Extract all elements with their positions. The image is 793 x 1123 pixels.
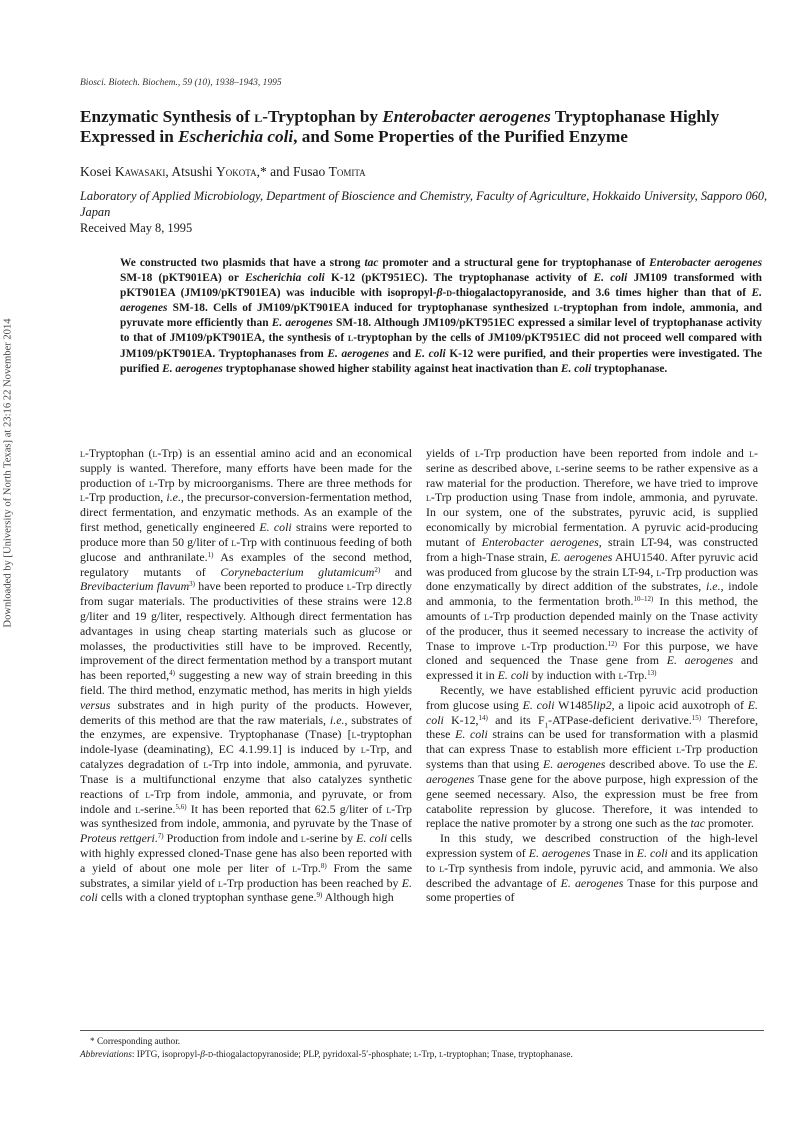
title-part: Escherichia coli <box>178 127 294 146</box>
body-text: AHU1540. After pyruvic acid was produced from glucose by the strain LT-94, <box>426 549 759 579</box>
body-text: l <box>80 446 85 460</box>
body-text: lip2 <box>593 697 612 712</box>
body-text: -Trp. <box>297 860 321 875</box>
download-watermark <box>0 268 16 678</box>
abstract-text: tryptophanase. <box>591 362 668 375</box>
footnote-text: l <box>413 1050 419 1060</box>
body-text: l <box>360 742 366 757</box>
body-text: E. aerogenes <box>666 653 734 668</box>
title-part: Enterobacter aerogenes <box>382 107 551 126</box>
abstract-text: K-12 were purified, and their properties were investigated. The purified <box>120 347 763 375</box>
citation-ref: 5,6) <box>175 802 187 811</box>
citation-ref: 2) <box>374 565 381 574</box>
affiliation: Laboratory of Applied Microbiology, Department of Bioscience and Chemistry, Faculty of Agriculture, Hokkaido University, Sapporo 060, Japan <box>80 189 768 219</box>
body-text: -Trp by microorganisms. There are three methods for <box>153 475 413 490</box>
author-part: Kawasaki <box>114 164 166 179</box>
footnote-text: - <box>204 1050 209 1060</box>
body-text: l <box>426 490 431 505</box>
body-text: -Trp) is an essential amino acid and an economical supply is wanted. Therefore, many efforts have been made for the production of <box>80 446 412 490</box>
paragraph <box>426 446 758 683</box>
body-text: Recently, we have established efficient pyruvic acid production from glucose using <box>426 683 758 712</box>
body-text: Tnase in <box>590 845 637 860</box>
body-text: It has been reported that 62.5 g/liter of <box>186 801 387 816</box>
body-text: , a lipoic acid auxotroph of <box>611 697 748 712</box>
body-text: Corynebacterium glutamicum <box>220 564 375 579</box>
abstract-text: SM-18. Although JM109/pKT951EC expressed a similar level of tryptophanase activity to that of JM109/pKT901EA, the synthesis of <box>120 317 763 345</box>
body-text: and its application to <box>426 845 759 875</box>
body-text: -Trp into indole, ammonia, and pyruvate. Tnase is a multifunctional enzyme that also catalyzes synthetic reactions of <box>80 757 412 801</box>
body-text: l <box>618 668 624 683</box>
body-text: tac <box>690 816 706 831</box>
body-text: E. coli <box>455 727 488 742</box>
body-text: suggesting a new way of strain breeding in this field. The third method, enzymatic method, has merits in high yields <box>80 668 412 697</box>
body-text: Although high <box>322 890 394 905</box>
footnote-divider <box>80 1030 764 1031</box>
abstract-text: E. aerogenes <box>327 347 389 360</box>
body-text: -Trp. <box>623 668 648 683</box>
body-text: l <box>749 446 755 460</box>
body-text: , indole and ammonia, to the fermentation broth. <box>426 579 759 609</box>
citation-ref: 8) <box>320 861 327 870</box>
citation-ref: 10–12) <box>633 595 654 604</box>
body-text: by induction with <box>528 668 619 683</box>
body-text: l <box>351 727 357 742</box>
body-text: l <box>152 446 158 460</box>
abstract-text: E. aerogenes <box>271 317 333 330</box>
body-text: -serine by <box>305 831 357 846</box>
footnote-text: -thiogalactopyranoside; PLP, pyridoxal-5′-phosphate; <box>213 1050 414 1060</box>
body-text: E. aerogenes <box>542 757 606 772</box>
body-text: cells with highly expressed cloned-Tnase gene has also been reported with a yield of about one mole per liter of <box>80 831 412 875</box>
body-text: l <box>145 786 151 801</box>
body-text: Proteus rettgeri <box>80 831 155 846</box>
abstract-text: tryptophanase showed higher stability against heat inactivation than <box>222 362 561 375</box>
abstract-text: and <box>388 347 415 360</box>
citation-ref: 15) <box>691 713 702 722</box>
body-text: E. coli <box>426 697 759 727</box>
paper-title <box>80 107 760 147</box>
abstract-text: E. coli <box>593 272 628 285</box>
abstract-text: Escherichia coli <box>244 272 325 285</box>
body-text: l <box>386 801 392 816</box>
body-text: l <box>300 831 306 846</box>
title-part: -Tryptophan by <box>262 107 383 126</box>
body-text: l <box>80 490 85 505</box>
body-text: described above. To use the <box>605 757 748 772</box>
body-text: -Trp production was done enzymatically by direct addition of the substrates, <box>426 564 758 594</box>
body-text: , the precursor-conversion-fermentation method, direct fermentation, and enzymatic methods. As an example of the first method, genetically engineered <box>80 490 412 535</box>
body-text: i.e. <box>166 490 181 505</box>
body-text: Enterobacter aerogenes <box>481 534 599 549</box>
body-text: E. coli <box>356 831 388 846</box>
body-text: l <box>346 579 352 594</box>
body-text: l <box>555 460 561 475</box>
body-text: As examples of the second method, regulatory mutants of <box>80 549 412 579</box>
body-text: Tnase gene for the above purpose, high expression of the gene seemed necessary. Also, the expression must be free from catabolite repression by glucose. Therefore, it was intended to replace the native promoter by a strong one such as the <box>426 771 758 831</box>
body-text: versus <box>80 697 111 712</box>
body-text: E. coli <box>80 875 412 905</box>
body-text: l <box>148 475 154 490</box>
abstract-text: E. aerogenes <box>120 287 762 315</box>
body-text: l <box>521 638 527 653</box>
body-text: -Trp production have been reported from indole and <box>479 446 750 460</box>
body-text: E. aerogenes <box>528 845 591 860</box>
corresponding-author-note: * Corresponding author. <box>90 1037 181 1047</box>
abstract-text: We constructed two plasmids that have a strong <box>120 257 365 269</box>
body-text: -Trp directly from sugar materials. The productivities of these strains were 12.8 g/liter and 19 g/liter, respectively. Although direct fermentation has advantages in using cheap starting materials such as glucose or molasses, the productivities still have to be improved. Recently, improvement of the direct fermentation method by a transport mutant has been reported, <box>80 579 413 683</box>
body-text: i.e. <box>329 712 345 727</box>
body-text: , strain LT-94, was constructed from a high-Tnase strain, <box>426 534 759 564</box>
body-text: l <box>203 757 209 772</box>
body-text: -Trp production using Tnase from indole, ammonia, and pyruvate. In our system, one of the substrates, pyruvic acid, is supplied economically by microbial fermentation. A pyruvic acid-producing mutant of <box>426 490 758 549</box>
subscript: 1 <box>544 721 549 729</box>
abstract-text: tac <box>364 257 379 269</box>
journal-citation: Biosci. Biotech. Biochem., 59 (10), 1938–1943, 1995 <box>80 78 282 88</box>
citation-ref: 12) <box>607 639 618 648</box>
body-text: , substrates of the enzymes, are expensive. Tryptophanase (Tnase) [ <box>80 712 412 742</box>
citation-ref: 13) <box>647 669 657 678</box>
paragraph <box>426 831 758 905</box>
abstract-text: SM-18. Cells of JM109/pKT901EA induced for tryptophanase synthesized <box>167 302 554 315</box>
title-part: Enzymatic Synthesis of <box>80 107 255 126</box>
author-part: , Atsushi <box>165 164 217 179</box>
abstract-text: E. aerogenes <box>162 362 223 375</box>
body-text: substrates and in high purity of the products. However, demerits of this method are that the raw materials, <box>80 697 412 727</box>
body-text: Tnase for this purpose and some properties of <box>426 875 759 905</box>
body-text: i.e. <box>706 579 721 594</box>
body-text: cells with a cloned tryptophan synthase gene. <box>97 890 317 905</box>
title-part: Tryptophanase Highly Expressed in <box>80 107 720 146</box>
body-text: -serine. <box>140 801 176 816</box>
abstract-text: K-12 (pKT951EC). The tryptophanase activity of <box>324 272 594 285</box>
body-text: and its F <box>487 712 545 727</box>
body-text: l <box>656 564 662 579</box>
abstract-text: -tryptophan from indole, ammonia, and pyruvate more efficiently than <box>120 302 763 330</box>
body-text: yields of <box>426 446 475 460</box>
footnote-text: -tryptophan; Tnase, tryptophanase. <box>443 1050 573 1060</box>
abstract-text: E. coli <box>414 347 446 360</box>
received-date: Received May 8, 1995 <box>80 221 193 235</box>
body-text: l <box>231 534 237 549</box>
author-part: Tomita <box>328 164 366 179</box>
abstract-text: JM109 transformed with pKT901EA (JM109/pKT901EA) was inducible with isopropyl- <box>120 272 762 300</box>
abstract-text: -tryptophan by the cells of JM109/pKT951EC did not proceed well compared with JM109/pKT901EA. Tryptophanases from <box>120 332 763 360</box>
body-text: In this method, the amounts of <box>426 594 758 623</box>
body-text: -Trp synthesis from indole, pyruvic acid, and ammonia. We also described the advantage of <box>426 860 758 890</box>
body-column-right <box>426 446 758 905</box>
author-list <box>80 163 366 180</box>
body-text: E. aerogenes <box>550 549 613 564</box>
body-text: E. aerogenes <box>560 875 624 890</box>
body-text: and expressed it in <box>426 653 758 683</box>
author-part: Yokota <box>216 164 257 179</box>
body-text: l <box>292 860 298 875</box>
title-part: , and Some Properties of the Purified Enzyme <box>293 127 628 146</box>
body-text: Brevibacterium flavum <box>80 579 190 594</box>
body-text: -Trp, and catalyzes degradation of <box>80 742 412 772</box>
author-part: ,* and Fusao <box>256 164 329 179</box>
footnote-text: : IPTG, isopropyl- <box>131 1050 201 1060</box>
body-text: W1485 <box>554 697 594 712</box>
footnote-text: β <box>200 1050 205 1060</box>
body-text: E. coli <box>636 845 668 860</box>
citation-ref: 7) <box>157 832 164 841</box>
abstract <box>120 256 762 377</box>
abstract-text: l <box>553 302 560 315</box>
body-text: -Trp was synthesized from indole, ammonia, and pyruvate by the Tnase of <box>80 801 412 831</box>
body-text: -tryptophan indole-lyase (deaminating), EC 4.1.99.1] is induced by <box>80 727 412 757</box>
abstract-text: Enterobacter aerogenes <box>649 257 763 269</box>
abstract-text: β <box>436 287 443 300</box>
body-text: -serine seems to be rather expensive as a raw material for the production. Therefore, we have tried to improve <box>426 460 758 490</box>
download-note: Downloaded by [University of North Texas] at 23:16 22 November 2014 <box>2 318 14 628</box>
body-text: E. coli <box>522 697 555 712</box>
body-text: -Trp production systems than that using <box>426 742 758 772</box>
body-text: l <box>676 742 682 757</box>
footnote-text: d <box>208 1050 214 1060</box>
body-text: -Trp with continuous feeding of both glucose and anthranilate. <box>80 534 412 564</box>
body-column-left <box>80 446 412 905</box>
body-text: -Trp from indole, ammonia, and pyruvate, or from indole and <box>80 786 412 816</box>
body-text: -Trp production. <box>526 638 608 653</box>
title-part: l <box>254 107 263 126</box>
body-text: l <box>474 446 480 460</box>
body-text: -Trp production, <box>84 490 167 505</box>
body-text: -Tryptophan ( <box>84 446 153 460</box>
citation-ref: 1) <box>207 550 214 559</box>
citation-ref: 3) <box>189 580 196 589</box>
body-text: have been reported to produce <box>195 579 347 594</box>
body-text: strains were reported to produce more than 50 g/liter of <box>80 520 413 549</box>
body-text: E. coli <box>497 668 529 683</box>
body-text: Production from indole and <box>163 831 301 846</box>
body-text: strains can be used for transformation with a plasmid that can express Tnase to establish more efficient <box>426 727 758 757</box>
citation-ref: 9) <box>316 891 323 900</box>
body-text: -Trp production depended mainly on the Tnase activity of the producer, thus it seemed necessary to increase the activity of Tnase to improve <box>426 608 758 653</box>
paragraph <box>426 683 758 831</box>
body-text: l <box>218 875 223 890</box>
body-text: l <box>135 801 141 816</box>
footnotes <box>80 1036 764 1062</box>
body-text: E. coli <box>259 520 292 535</box>
body-text: From the same substrates, a similar yield of <box>80 860 412 890</box>
body-text: . <box>154 831 158 846</box>
abstract-text: - <box>442 287 447 300</box>
citation-ref: 14) <box>478 713 488 722</box>
footnote-text: -Trp, <box>418 1050 440 1060</box>
body-text: and <box>380 564 412 579</box>
abbreviations-label: Abbreviations <box>80 1050 132 1060</box>
body-text: In this study, we described construction of the high-level expression system of <box>426 831 758 860</box>
body-text: For this purpose, we have cloned and sequenced the Tnase gene from <box>426 638 759 668</box>
abstract-text: d <box>446 287 453 300</box>
abstract-text: E. coli <box>560 362 592 375</box>
body-text: l <box>484 608 490 623</box>
footnote-text: l <box>439 1050 444 1060</box>
abstract-text: promoter and a structural gene for tryptophanase of <box>378 257 650 269</box>
abstract-text: SM-18 (pKT901EA) or <box>120 272 245 285</box>
body-text: E. aerogenes <box>426 757 758 786</box>
citation-ref: 4) <box>169 669 175 678</box>
body-text: -Trp production has been reached by <box>222 875 402 890</box>
author-part: Kosei <box>80 164 115 179</box>
abstract-text: l <box>347 332 354 345</box>
abbreviations-note <box>80 1049 764 1062</box>
body-text: Therefore, these <box>426 712 758 742</box>
body-text: -ATPase-deficient derivative. <box>548 712 692 727</box>
abstract-text: -thiogalactopyranoside, and 3.6 times higher than that of <box>452 287 752 300</box>
body-text: -serine as described above, <box>426 446 758 475</box>
body-text: l <box>439 860 445 875</box>
body-text: K-12, <box>443 712 479 727</box>
body-text: promoter. <box>705 816 754 831</box>
